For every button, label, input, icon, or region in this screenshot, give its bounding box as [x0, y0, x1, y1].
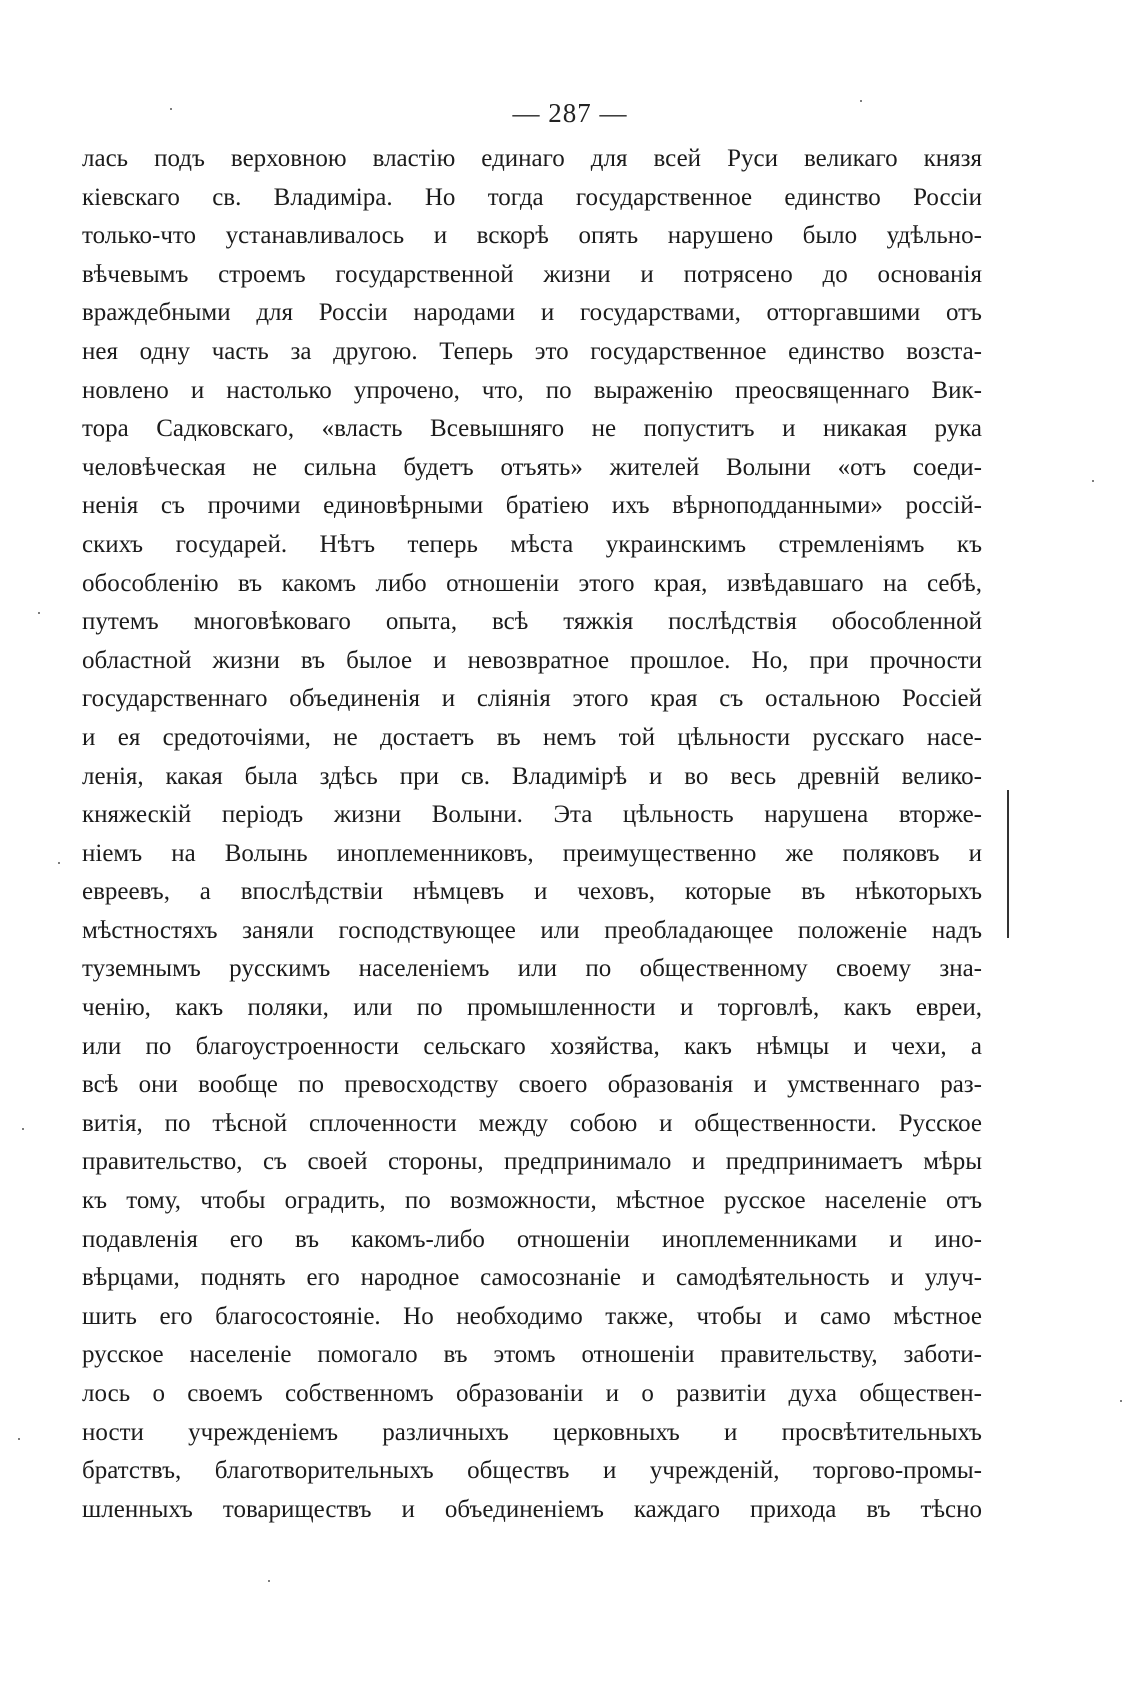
scan-speck — [1120, 1400, 1122, 1402]
text-line: ности учрежденіемъ различныхъ церковныхъ и просвѣтительныхъ — [82, 1418, 982, 1446]
text-line: княжескій періодъ жизни Волыни. Эта цѣльность нарушена вторже- — [82, 801, 982, 829]
scan-speck — [38, 612, 40, 614]
text-line: русское населеніе помогало въ этомъ отношеніи правительству, заботи- — [82, 1341, 982, 1369]
text-line: обособленію въ какомъ либо отношеніи этого края, извѣдавшаго на себѣ, — [82, 569, 982, 597]
text-line: новлено и настолько упрочено, что, по выраженію преосвященнаго Вик- — [82, 376, 982, 404]
text-line: ченію, какъ поляки, или по промышленности и торговлѣ, какъ евреи, — [82, 994, 982, 1022]
text-line: всѣ они вообще по превосходству своего образованія и умственнаго раз- — [82, 1071, 982, 1099]
text-line: лось о своемъ собственномъ образованіи и о развитіи духа обществен- — [82, 1380, 982, 1407]
text-line: путемъ многовѣковаго опыта, всѣ тяжкія послѣдствія обособленной — [82, 608, 982, 636]
text-line: шленныхъ товариществъ и объединеніемъ каждаго прихода въ тѣсно — [82, 1495, 982, 1523]
text-line: ленія, какая была здѣсь при св. Владимірѣ и во весь древній велико- — [82, 762, 982, 790]
scan-speck — [58, 862, 60, 864]
text-line: мѣстностяхъ заняли господствующее или преобладающее положеніе надъ — [82, 916, 982, 944]
text-line: лась подъ верховною властію единаго для всей Руси великаго князя — [82, 145, 982, 172]
page-number: — 287 — — [512, 98, 628, 128]
text-line: шить его благосостояніе. Но необходимо также, чтобы и само мѣстное — [82, 1302, 982, 1330]
text-line: къ тому, чтобы оградить, по возможности, мѣстное русское населеніе отъ — [82, 1187, 982, 1215]
text-line: тора Садковскаго, «власть Всевышняго не попуститъ и никакая рука — [82, 415, 982, 443]
text-line: ненія съ прочими единовѣрными братіею ихъ вѣрноподданными» россій- — [82, 492, 982, 520]
text-line: человѣческая не сильна будетъ отъять» жителей Волыни «отъ соеди- — [82, 453, 982, 481]
text-line: ніемъ на Волынь иноплеменниковъ, преимущественно же поляковъ и — [82, 839, 982, 867]
scan-speck — [18, 1438, 20, 1440]
scan-speck — [268, 1580, 270, 1582]
text-line: подавленія его въ какомъ-либо отношеніи иноплеменниками и ино- — [82, 1225, 982, 1253]
text-line: враждебными для Россіи народами и государствами, отторгавшими отъ — [82, 299, 982, 327]
scan-speck — [1092, 480, 1094, 482]
text-line: только-что устанавливалось и вскорѣ опять нарушено было удѣльно- — [82, 222, 982, 250]
text-line: вѣчевымъ строемъ государственной жизни и потрясено до основанія — [82, 260, 982, 288]
text-line: кіевскаго св. Владиміра. Но тогда государственное единство Россіи — [82, 183, 982, 211]
scan-speck — [170, 108, 172, 110]
text-line: нея одну часть за другою. Теперь это государственное единство возста- — [82, 337, 982, 365]
body-text — [82, 140, 982, 1529]
text-line: или по благоустроенности сельскаго хозяйства, какъ нѣмцы и чехи, а — [82, 1032, 982, 1060]
text-line: правительство, съ своей стороны, предпринимало и предпринимаетъ мѣры — [82, 1148, 982, 1176]
text-line: скихъ государей. Нѣтъ теперь мѣста украинскимъ стремленіямъ къ — [82, 530, 982, 558]
text-line: туземнымъ русскимъ населеніемъ или по общественному своему зна- — [82, 955, 982, 983]
text-line: евреевъ, а впослѣдствіи нѣмцевъ и чеховъ, которые въ нѣкоторыхъ — [82, 878, 982, 906]
text-line: братствъ, благотворительныхъ обществъ и учрежденій, торгово-промы- — [82, 1457, 982, 1485]
text-line: витія, по тѣсной сплоченности между собою и общественности. Русское — [82, 1109, 982, 1137]
text-line: областной жизни въ былое и невозвратное прошлое. Но, при прочности — [82, 646, 982, 674]
text-line: и ея средоточіями, не достаетъ въ немъ той цѣльности русскаго насе- — [82, 723, 982, 751]
scan-speck — [22, 1128, 24, 1130]
text-line: вѣрцами, поднять его народное самосознаніе и самодѣятельность и улуч- — [82, 1264, 982, 1292]
scan-speck — [860, 100, 862, 102]
text-line: государственнаго объединенія и сліянія этого края съ остальною Россіей — [82, 685, 982, 713]
margin-mark — [1007, 790, 1009, 938]
